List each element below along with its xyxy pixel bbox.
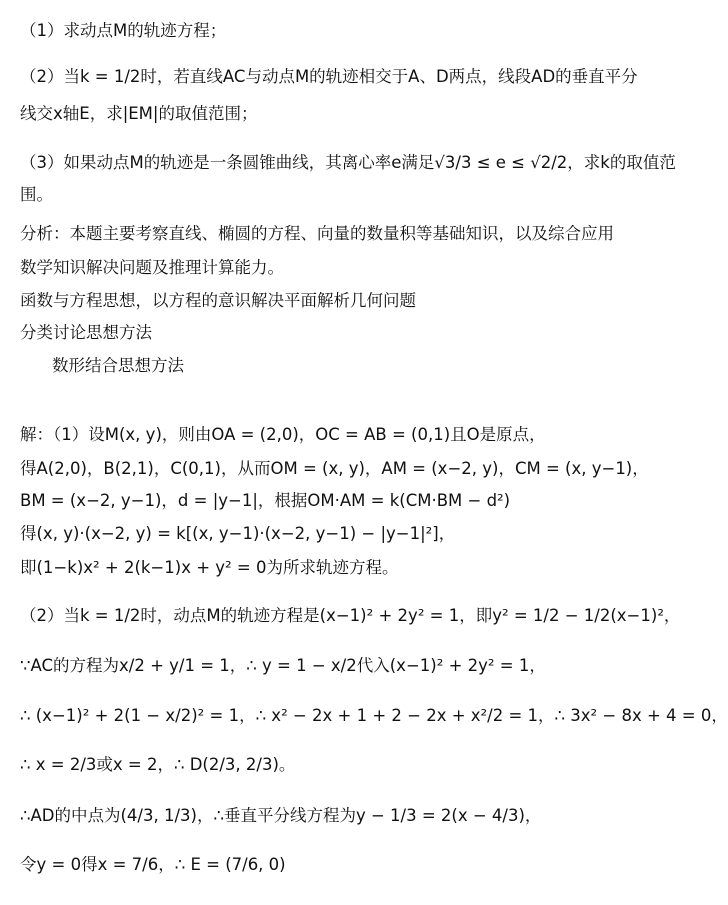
problem-part-3-line-1: （3）如果动点M的轨迹是一条圆锥曲线，其离心率e满足√3/3 ≤ e ≤ √2/2，求k的取值范 — [20, 153, 676, 172]
analysis-line-1: 分析：本题主要考察直线、椭圆的方程、向量的数量积等基础知识，以及综合应用 — [20, 224, 614, 243]
problem-part-3-line-2: 围。 — [20, 185, 53, 204]
solution-2-line-2: ∵AC的方程为x/2 + y/1 = 1，∴ y = 1 − x/2代入(x−1)² + 2y² = 1， — [20, 656, 546, 675]
solution-1-line-3: BM = (x−2, y−1)，d = |y−1|，根据OM·AM = k(CM·BM − d²) — [20, 491, 511, 510]
solution-1-line-5: 即(1−k)x² + 2(k−1)x + y² = 0为所求轨迹方程。 — [20, 558, 399, 577]
method-1: 函数与方程思想，以方程的意识解决平面解析几何问题 — [20, 291, 416, 310]
solution-1-line-2: 得A(2,0)，B(2,1)，C(0,1)，从而OM = (x, y)，AM = (x−2, y)，CM = (x, y−1)， — [20, 459, 649, 478]
solution-2-line-3: ∴ (x−1)² + 2(1 − x/2)² = 1，∴ x² − 2x + 1 + 2 − 2x + x²/2 = 1，∴ 3x² − 8x + 4 = 0， — [20, 706, 728, 725]
analysis-line-2: 数学知识解决问题及推理计算能力。 — [20, 258, 284, 277]
problem-part-2-line-1: （2）当k = 1/2时，若直线AC与动点M的轨迹相交于A、D两点，线段AD的垂直平分 — [20, 67, 638, 86]
solution-2-line-6: 令y = 0得x = 7/6，∴ E = (7/6, 0) — [20, 855, 286, 874]
problem-part-2-line-2: 线交x轴E，求|EM|的取值范围； — [20, 104, 258, 123]
solution-2-line-5: ∴AD的中点为(4/3, 1/3)，∴垂直平分线方程为y − 1/3 = 2(x − 4/3)， — [20, 806, 542, 825]
solution-2-line-4: ∴ x = 2/3或x = 2，∴ D(2/3, 2/3)。 — [20, 755, 296, 774]
solution-2-line-1: （2）当k = 1/2时，动点M的轨迹方程是(x−1)² + 2y² = 1，即y² = 1/2 − 1/2(x−1)²， — [20, 606, 681, 625]
method-2: 分类讨论思想方法 — [20, 323, 152, 342]
problem-part-1: （1）求动点M的轨迹方程； — [20, 21, 227, 40]
solution-1-line-1: 解：（1）设M(x, y)，则由OA = (2,0)，OC = AB = (0,1)且O是原点， — [20, 425, 546, 444]
method-3: 数形结合思想方法 — [52, 356, 184, 375]
solution-1-line-4: 得(x, y)·(x−2, y) = k[(x, y−1)·(x−2, y−1) − |y−1|²]， — [20, 524, 456, 543]
